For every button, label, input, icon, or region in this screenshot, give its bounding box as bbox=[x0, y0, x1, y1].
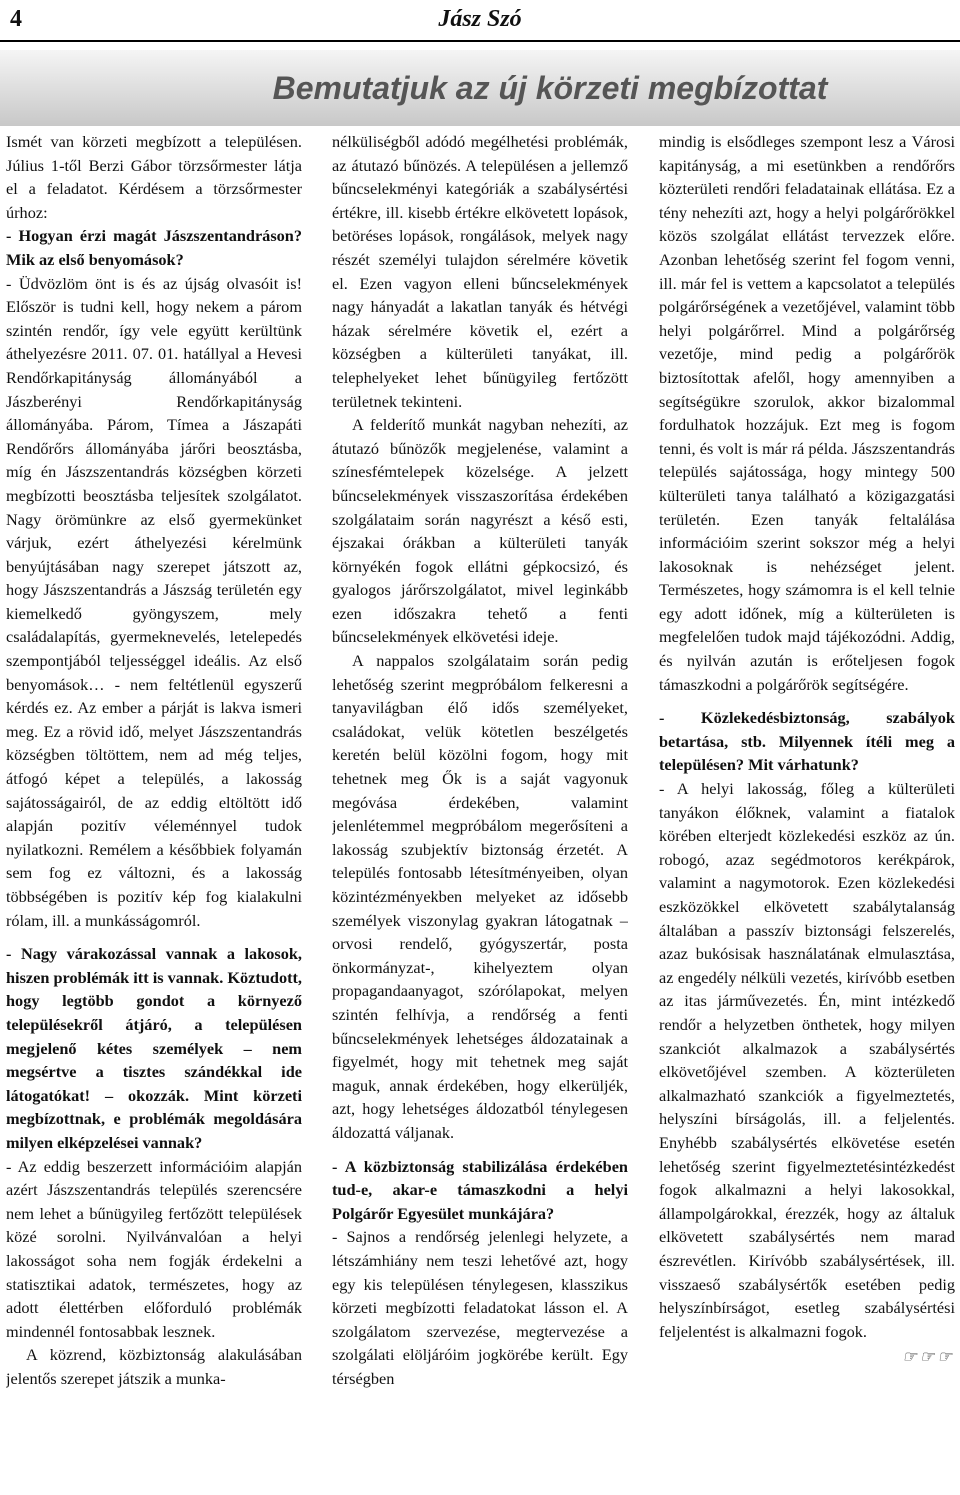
answer-2: - Az eddig beszerzett információim alapján azért Jászszentandrás település szerencsére nem lehet a bűnügyileg fertőzött települések közé sorolni. Nyilvánvalóan a helyi lakosságot soha nem fogják érdekelni a statisztikai adatok, természetes, hogy az adott élettérben előforduló problémák mindennél fontosabbak lesznek. bbox=[6, 1156, 302, 1341]
question-3: - A közbiztonság stabilizálása érdekében tud-e, akar-e támaszkodni a helyi Polgárőr Egyesület munkájára? bbox=[332, 1156, 628, 1223]
page-header bbox=[0, 0, 960, 38]
article-column-3 bbox=[659, 130, 955, 1495]
paragraph: nélküliségből adódó megélhetési problémák, az átutazó bűnözés. A településen a jellemző bűncselekményi kategóriák a szabálysértési értékre, ill. kisebb értékre elkövetett lopások, betöréses lopások, rongálások, melyek nagy részét személyi tulajdon sérelmére követik el. Ezen vagyon elleni bűncselekmények nagy hányadát a lakatlan tanyák és hétvégi házak sérelmére követik el, ezért a községben a külterületi tanyákat, ill. telephelyeket lehet bűnügyileg fertőzött területnek tekinteni. bbox=[332, 132, 628, 411]
answer-1: - Üdvözlöm önt is és az újság olvasóit is! Először is tudni kell, hogy nekem a párom szintén rendőr, így vele együtt kerültünk áthelyezésre 2011. 07. 01. hatállyal a Hevesi Rendőrkapitányság állományából a Jászberényi Rendőrkapitányság állományába. Párom, Tímea a Jászapáti Rendőrőrs állományába járőri beosztásba, míg én Jászszentandrás községben körzeti megbízotti beosztásba teljesítek szolgálatot. Nagy örömünkre az első gyermekünket várjuk, ezért áthelyezési kérelmünk benyújtásában nagy szerepet játszott az, hogy Jászszentandrás a Jászság területén egy kiemelkedő gyöngyszem, mely családalapítás, gyermeknevelés, letelepedés szempontjából teljességgel ideális. Az első benyomások… - nem feltétlenül egyszerű kérdés ez. Az ember a párját is lakva ismeri meg. Ez a rövid idő, melyet Jászszentandrás községben töltöttem, nem ad még teljes, átfogó képet a település, a lakosság sajátosságairól, de az eddig eltöltött idő alapján pozitív véleménnyel tudok nyilatkozni. Remélem a későbbiek folyamán sem fog ez változni, és a lakosság többségében is pozitív kép fog kialakulni rólam, ill. a munkásságomról. bbox=[6, 273, 302, 930]
intro-paragraph: Ismét van körzeti megbízott a településen. Július 1-től Berzi Gábor törzsőrmester látja el a feladatot. Kérdésem a törzsőrmester úrhoz: bbox=[6, 132, 302, 222]
question-4: - Közlekedésbiztonság, szabályok betartása, stb. Milyennek ítéli meg a településen? Mit várhatunk? bbox=[659, 708, 955, 775]
answer-4: - A helyi lakosság, főleg a külterületi tanyákon élőknek, valamint a fiatalok körében elterjedt közlekedési eszköz az ún. robogó, azaz segédmotoros kerékpárok, valamint a nagymotorok. Ezen közlekedési eszközökkel elkövetett szabálytalanság általában a passzív biztonsági felszerelés, azaz bukósisak használatának elmulasztása, az engedély nélküli vezetés, kirívóbb esetben az itas járművezetés. Én, mint intézkedő rendőr a helyzetben önthetek, hogy milyen szankciót alkalmazok a szabálysértés elkövetőjével szemben. A közterületen alkalmazható szankciók a figyelmeztetés, helyszíni bírságolás, ill. a feljelentés. Enyhébb szabálysértés elkövetése esetén lehetőség szerint figyelmeztetésintézkedést fogok alkalmazni a helyi lakosokkal, állampolgárokkal, érezzék, hogy az általuk elkövetett szabálysértés nem marad észrevétlen. Kirívóbb szabálysértések, ill. visszaeső szabálysértők esetében pedig helyszínbírságot, esetleg szabálysértési feljelentést is alkalmazni fogok. bbox=[659, 779, 955, 1341]
paragraph: A felderítő munkát nagyban nehezíti, az átutazó bűnözők megjelenése, valamint a színesfémtelepek közelsége. A jelzett bűncselekmények visszaszorítása érdekében szolgálataim során nagyrészt a késő esti, éjszakai órákban a külterületi tanyák környékén fogok ellátni gépkocsizó, és gyalogos járőrszolgálatot, mivel leginkább ezen időszakra tehető a fenti bűncselekmények elkövetési ideje. bbox=[332, 415, 628, 647]
article-column-2 bbox=[332, 130, 628, 1495]
article-headline: Bemutatjuk az új körzeti megbízottat bbox=[272, 70, 828, 106]
question-2: - Nagy várakozással vannak a lakosok, hiszen problémák itt is vannak. Köztudott, hogy legtöbb gondot a környező településekről átjáró, a településen megjelenő kétes személyek – nem megsértve a tisztes szándékkal ide látogatókat! – okozzák. Mint körzeti megbízottnak, e problémák megoldására milyen elképzelései vannak? bbox=[6, 944, 302, 1152]
header-divider bbox=[0, 40, 960, 42]
paragraph: mindig is elsődleges szempont lesz a Városi kapitányság, a mi esetünkben a rendőrőrs közterületi rendőri feladatainak ellátása. Ez a tény nehezíti azt, hogy a helyi polgárőrökkel közös szolgálat ellátást tervezzek előre. Azonban lehetőség szerint fel fogom venni, ill. már fel is vettem a kapcsolatot a település polgárőrségének a vezetőjével, valamint több helyi polgárőrrel. Mind a polgárőrség vezetője, mind pedig a polgárőrök biztosítottak afelől, hogy amennyiben a segítségükre szorulok, akkor bizalommal fordulhatok hozzájuk. Ezt meg is fogom tenni, és volt is már rá példa. Jászszentandrás település sajátossága, hogy mintegy 500 külterületi tanya található a közigazgatási területén. Ezen tanyák feltalálása információim szerint sokszor még a helyi lakosoknak is nehézséget jelent. Természetes, hogy számomra is el kell telnie egy adott időnek, míg a külterületen is megfelelően tudok majd tájékozódni. Addig, és nyilván azután is erőteljesen fogok támaszkodni a polgárőrök segítségére. bbox=[659, 132, 955, 694]
newspaper-name: Jász Szó bbox=[438, 6, 522, 32]
page-number: 4 bbox=[10, 6, 22, 32]
paragraph-continued: A közrend, közbiztonság alakulásában jelentős szerepet játszik a munka- bbox=[6, 1345, 302, 1388]
end-of-article-mark: ☞☞☞ bbox=[902, 1347, 955, 1367]
article-column-1 bbox=[6, 130, 302, 1495]
paragraph: A nappalos szolgálataim során pedig lehetőség szerint megpróbálom felkeresni a tanyavilágban élő idős személyeket, családokat, velük kötetlen beszélgetés keretén belül közölni fogom, hogy mit tehetnek meg Ők is a saját vagyonuk megóvása érdekében, valamint jelenlétemmel megpróbálom megerősíteni a lakosság szubjektív biztonság érzetét. A település fontosabb létesítményeiben, olyan közintézményekben melyeket az idősebb személyek viszonylag gyakran látogatnak – orvosi rendelő, gyógyszertár, posta önkormányzat-, kihelyeztem olyan propagandaanyagot, szórólapokat, melyen szintén felhívja, a rendőrség a fenti bűncselekmények lehetséges áldozatainak a figyelmét, hogy mit tehetnek meg saját maguk, annak érdekében, hogy elkerüljék, azt, hogy lehetséges áldozatból ténylegesen áldozattá váljanak. bbox=[332, 651, 628, 1142]
question-1: - Hogyan érzi magát Jászszentandráson? Mik az első benyomások? bbox=[6, 226, 302, 269]
answer-3: - Sajnos a rendőrség jelenlegi helyzete, a létszámhiány nem teszi lehetővé azt, hogy egy kis településen ténylegesen, klasszikus körzeti megbízotti feladatokat lásson el. A szolgálatom szervezése, megtervezése a szolgálati elöljáróim jogkörébe került. Egy térségben bbox=[332, 1227, 628, 1388]
